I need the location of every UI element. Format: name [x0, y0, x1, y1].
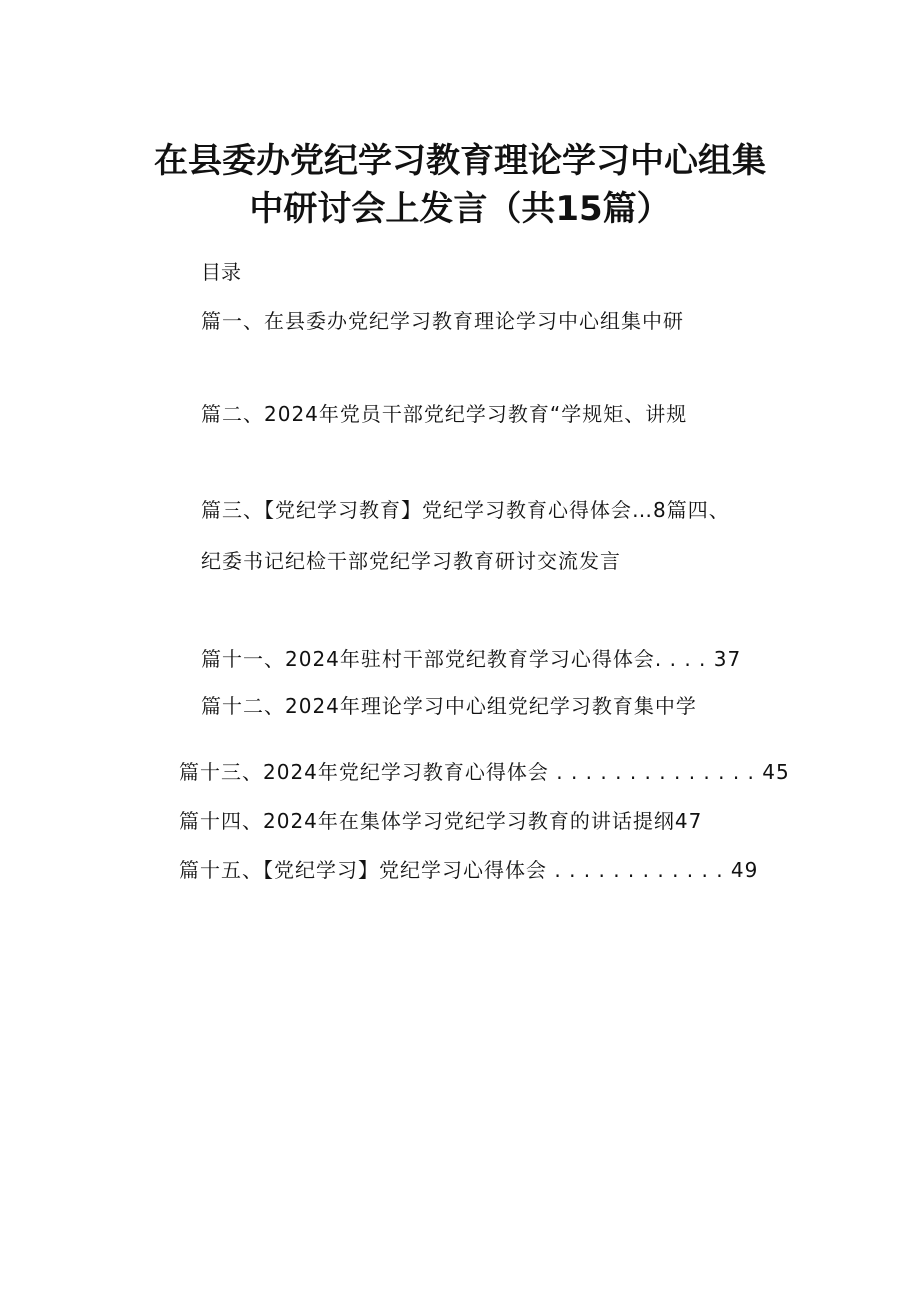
- toc-entry: 篇三、【党纪学习教育】党纪学习教育心得体会…8篇四、: [201, 498, 730, 522]
- toc-entry: 篇十一、2024年驻村干部党纪教育学习心得体会. . . . 37: [201, 647, 742, 671]
- toc-entry: 纪委书记纪检干部党纪学习教育研讨交流发言: [201, 549, 621, 573]
- toc-entry: 篇十四、2024年在集体学习党纪学习教育的讲话提纲47: [179, 809, 703, 833]
- document-title-line-1: 在县委办党纪学习教育理论学习中心组集: [154, 141, 766, 181]
- document-title-line-2: 中研讨会上发言（共15篇）: [249, 189, 671, 229]
- toc-entry: 篇二、2024年党员干部党纪学习教育“学规矩、讲规: [201, 402, 688, 426]
- toc-entry: 篇一、在县委办党纪学习教育理论学习中心组集中研: [201, 309, 684, 333]
- toc-heading: 目录: [201, 260, 241, 284]
- toc-entry: 篇十五、【党纪学习】党纪学习心得体会 . . . . . . . . . . . . 49: [179, 858, 759, 882]
- toc-entry: 篇十二、2024年理论学习中心组党纪学习教育集中学: [201, 694, 697, 718]
- toc-entry: 篇十三、2024年党纪学习教育心得体会 . . . . . . . . . . . . . . 45: [179, 760, 790, 784]
